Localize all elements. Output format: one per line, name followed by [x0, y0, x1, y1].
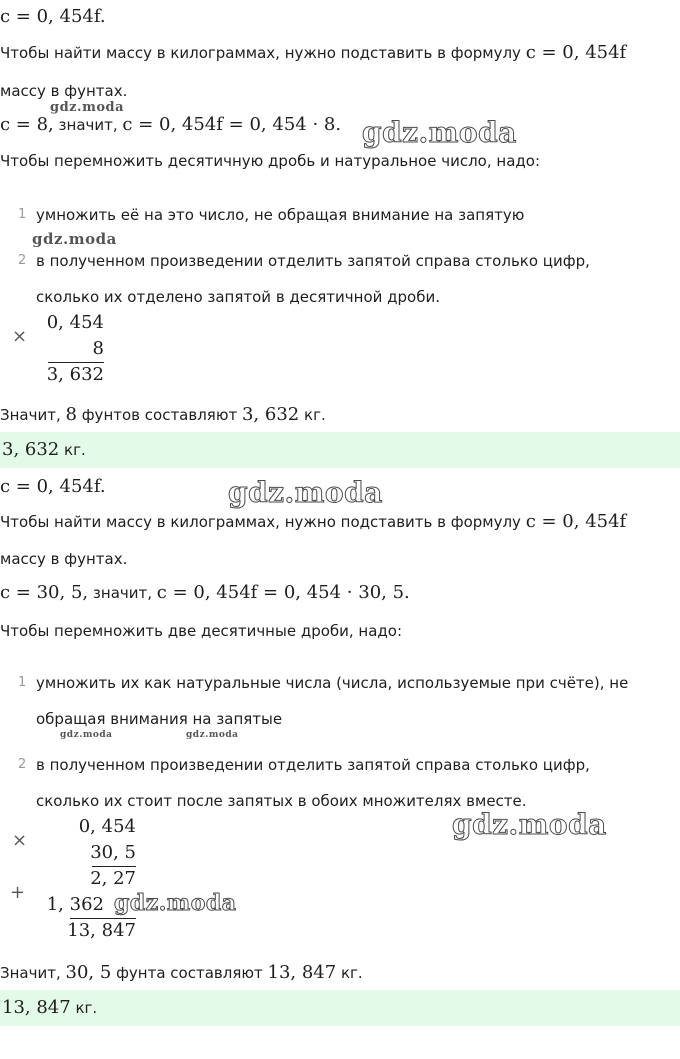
- watermark: gdz.moda: [114, 890, 237, 916]
- watermark: gdz.moda: [32, 230, 117, 248]
- watermark: gdz.moda: [50, 100, 125, 115]
- step-text: умножить её на это число, не обращая внимание на запятую: [36, 206, 525, 224]
- conclusion-text: фунта составляют: [111, 964, 268, 982]
- formula-line: [0, 6, 106, 28]
- step-text: умножить их как натуральные числа (числа, используемые при счёте), не: [36, 674, 629, 692]
- rule-intro-text: Чтобы перемножить две десятичные дроби, надо:: [0, 622, 403, 640]
- answer-box: [0, 432, 680, 468]
- conclusion-value: 13, 847: [267, 962, 337, 983]
- intro-formula: c = 0, 454f: [525, 511, 627, 532]
- answer-text: [2, 997, 97, 1019]
- substitution-expression: c = 0, 454f = 0, 454 · 30, 5.: [156, 582, 410, 603]
- formula-text: c = 0, 454f.: [0, 476, 106, 497]
- rule-intro-text: Чтобы перемножить десятичную дробь и натуральное число, надо:: [0, 152, 540, 170]
- step-number: 1: [18, 207, 27, 222]
- multiply-sign: ×: [12, 326, 28, 347]
- intro-line: [0, 511, 626, 533]
- watermark: gdz.moda: [452, 808, 607, 841]
- conclusion-text: Значит,: [0, 964, 66, 982]
- intro-suffix-line: [0, 548, 127, 570]
- watermark: gdz.moda: [362, 116, 517, 149]
- plus-sign: +: [10, 882, 26, 903]
- calc-factor: 8: [92, 338, 104, 359]
- conclusion-line: [0, 404, 326, 426]
- substitution-expression: c = 0, 454f = 0, 454 · 8.: [122, 114, 342, 135]
- conclusion-text: кг.: [336, 964, 363, 982]
- calc-factor: 0, 454: [78, 816, 136, 837]
- conclusion-value: 8: [65, 404, 77, 425]
- conclusion-value: 3, 632: [241, 404, 300, 425]
- answer-value: 13, 847: [2, 997, 71, 1018]
- calc-partial: 1, 362: [46, 894, 104, 915]
- watermark: gdz.moda: [60, 730, 113, 740]
- intro-text: Чтобы найти массу в килограммах, нужно подставить в формулу: [0, 44, 526, 62]
- formula-line: [0, 476, 106, 498]
- rule-intro: [0, 150, 540, 172]
- multiply-sign: ×: [12, 830, 28, 851]
- conclusion-line: [0, 962, 363, 984]
- intro-text: Чтобы найти массу в килограммах, нужно подставить в формулу: [0, 513, 526, 531]
- rule-intro: [0, 620, 402, 642]
- step-text: в полученном произведении отделить запятой справа столько цифр,: [36, 756, 590, 774]
- intro-suffix-line: [0, 80, 127, 102]
- substitution-line: [0, 582, 410, 604]
- formula-text: c = 0, 454f.: [0, 6, 106, 27]
- intro-suffix: массу в фунтах.: [0, 550, 128, 568]
- step-number: 2: [18, 253, 27, 268]
- conclusion-text: Значит,: [0, 406, 66, 424]
- calc-rule: [92, 866, 136, 867]
- calc-factor: 0, 454: [46, 312, 104, 333]
- calc-column: [46, 312, 104, 385]
- step-number: 2: [18, 757, 27, 772]
- conclusion-value: 30, 5: [65, 962, 112, 983]
- calc-column: [48, 816, 136, 946]
- step-text: сколько их отделено запятой в десятичной дроби.: [36, 288, 440, 306]
- answer-box: [0, 990, 680, 1026]
- substitution-word: значит,: [53, 116, 123, 134]
- substitution-value: c = 30, 5,: [0, 582, 89, 603]
- calc-factor: 30, 5: [90, 842, 136, 863]
- calc-rule: [70, 918, 136, 919]
- intro-formula: c = 0, 454f: [525, 42, 627, 63]
- intro-line: [0, 42, 626, 64]
- watermark: gdz.moda: [228, 476, 383, 509]
- step-text: сколько их стоит после запятых в обоих множителях вместе.: [36, 792, 527, 810]
- step-number: 1: [18, 675, 27, 690]
- answer-unit: кг.: [70, 999, 98, 1017]
- step-text: обращая внимания на запятые: [36, 710, 283, 728]
- substitution-line: [0, 114, 341, 136]
- conclusion-text: кг.: [299, 406, 326, 424]
- calc-result: 3, 632: [46, 364, 104, 385]
- step-text: в полученном произведении отделить запятой справа столько цифр,: [36, 252, 590, 270]
- answer-value: 3, 632: [2, 439, 60, 460]
- intro-suffix: массу в фунтах.: [0, 82, 128, 100]
- watermark: gdz.moda: [186, 730, 239, 740]
- answer-unit: кг.: [59, 441, 86, 459]
- calc-rule: [48, 362, 104, 363]
- calc-result: 13, 847: [67, 920, 136, 941]
- answer-text: [2, 439, 86, 461]
- conclusion-text: фунтов составляют: [76, 406, 242, 424]
- substitution-value: c = 8,: [0, 114, 54, 135]
- calc-partial: 2, 27: [90, 868, 136, 889]
- substitution-word: значит,: [88, 584, 157, 602]
